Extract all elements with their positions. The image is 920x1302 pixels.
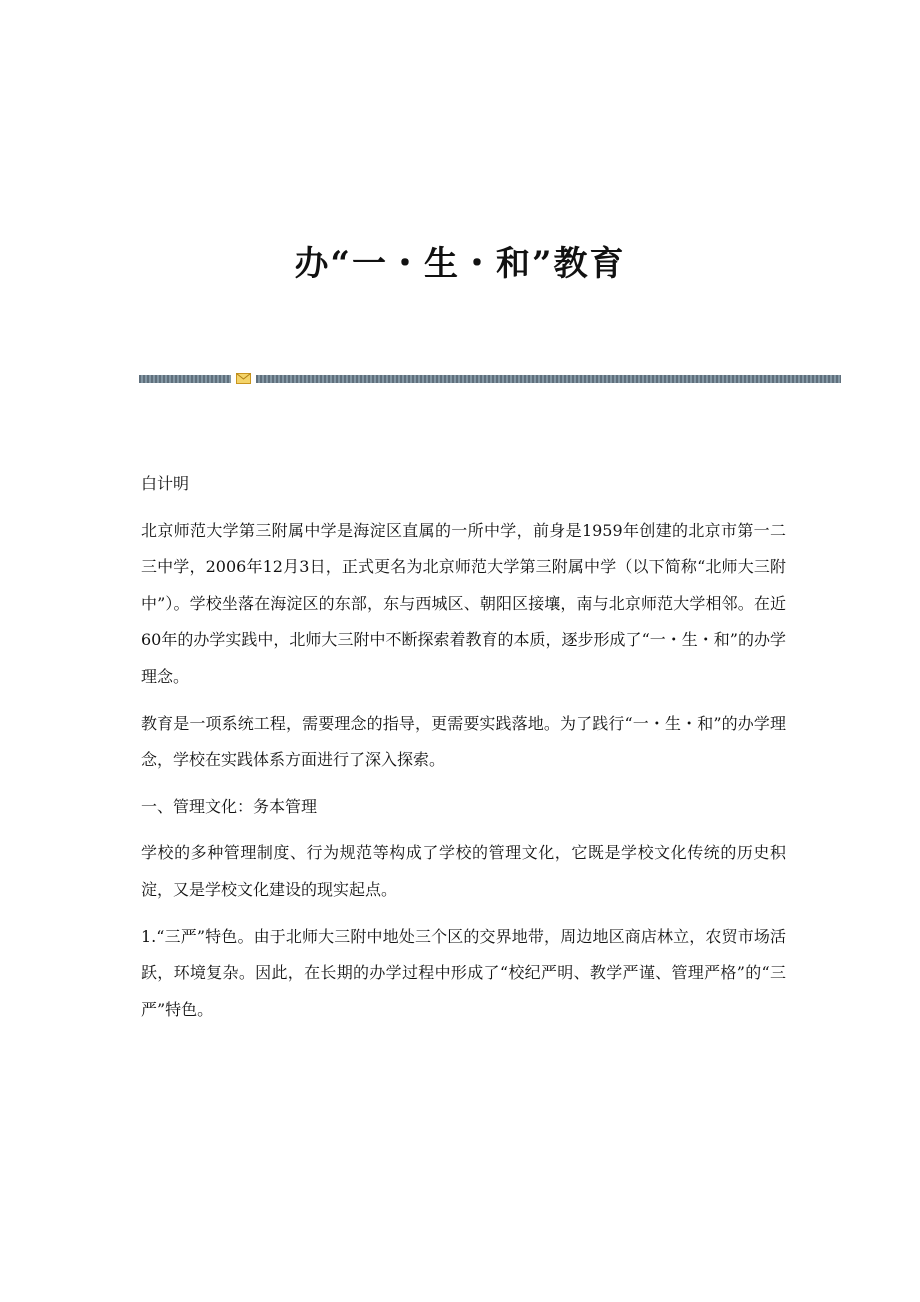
paragraph: 教育是一项系统工程，需要理念的指导，更需要实践落地。为了践行“一・生・和”的办学理念，学校在实践体系方面进行了深入探索。 — [141, 713, 786, 770]
document-body — [141, 466, 786, 1038]
paragraph: 北京师范大学第三附属中学是海淀区直属的一所中学，前身是1959年创建的北京市第一二三中学，2006年12月3日，正式更名为北京师范大学第三附属中学（以下简称“北师大三附中”）。学校坐落在海淀区的东部，东与西城区、朝阳区接壤，南与北京师范大学相邻。在近60年的办学实践中，北师大三附中不断探索着教育的本质，逐步形成了“一・生・和”的办学理念。 — [141, 520, 786, 686]
author-name: 白计明 — [141, 474, 190, 493]
document-title: 办“一・生・和”教育 — [294, 243, 626, 284]
paragraph: 1.“三严”特色。由于北师大三附中地处三个区的交界地带，周边地区商店林立，农贸市场活跃，环境复杂。因此，在长期的办学过程中形成了“校纪严明、教学严谨、管理严格”的“三严”特色。 — [141, 926, 786, 1019]
divider-bar-left — [139, 375, 231, 383]
section-heading: 一、管理文化：务本管理 — [141, 796, 318, 816]
title-divider — [139, 375, 841, 383]
divider-bar-right — [256, 375, 841, 383]
paragraph: 学校的多种管理制度、行为规范等构成了学校的管理文化，它既是学校文化传统的历史积淀，又是学校文化建设的现实起点。 — [141, 843, 786, 899]
envelope-ornament-icon — [236, 373, 251, 384]
